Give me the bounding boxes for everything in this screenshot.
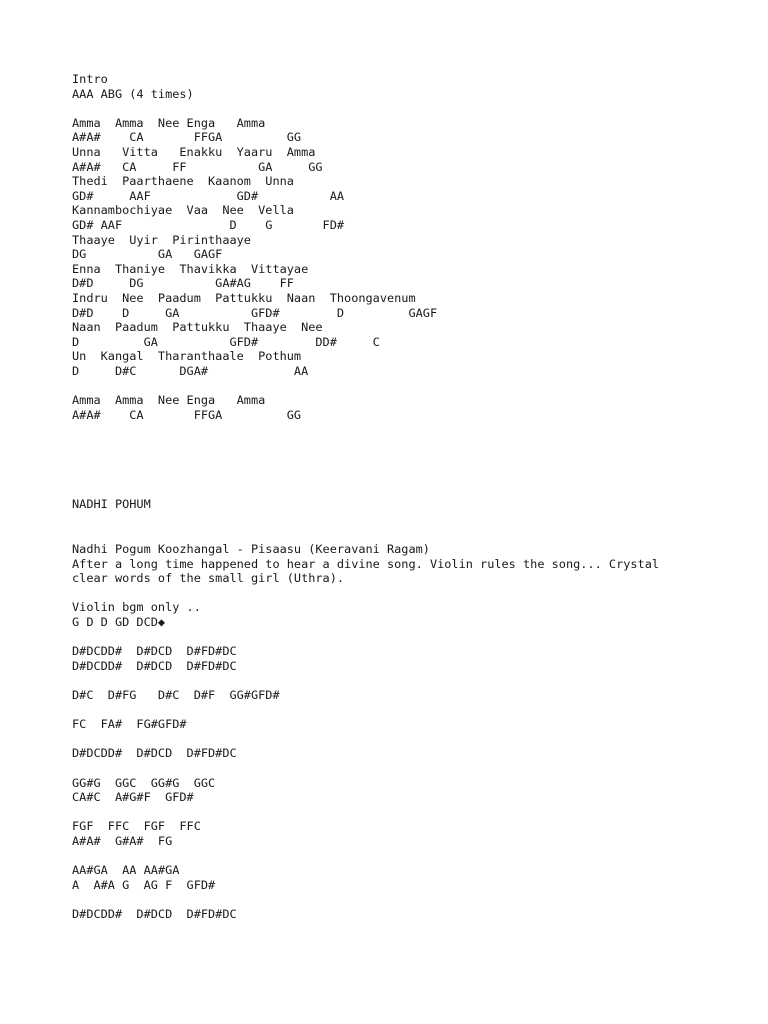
text-line: D#C D#FG D#C D#F GG#GFD#	[72, 687, 280, 702]
blank-line	[72, 101, 437, 116]
text-line: clear words of the small girl (Uthra).	[72, 571, 345, 586]
text-line: Amma Amma Nee Enga Amma	[72, 393, 266, 408]
text-line: Amma Amma Nee Enga Amma	[72, 115, 266, 130]
text-line: Naan Paadum Pattukku Thaaye Nee	[72, 320, 323, 335]
text-line: D#DCDD# D#DCD D#FD#DC	[72, 746, 237, 761]
text-line: D D#C DGA# AA	[72, 363, 309, 378]
text-line: Enna Thaniye Thavikka Vittayae	[72, 261, 309, 276]
text-line: AAA ABG (4 times)	[72, 86, 194, 101]
text-line: GD# AAF GD# AA	[72, 188, 345, 203]
blank-line	[72, 732, 659, 747]
text-line: Thedi Paarthaene Kaanom Unna	[72, 174, 294, 189]
text-line: GG#G GGC GG#G GGC	[72, 775, 216, 790]
blank-line	[72, 673, 659, 688]
text-line: Un Kangal Tharanthaale Pothum	[72, 349, 302, 364]
text-line: A#A# CA FFGA GG	[72, 407, 302, 422]
text-line: FGF FFC FGF FFC	[72, 819, 201, 834]
blank-line	[72, 378, 437, 393]
text-line: Intro	[72, 72, 108, 86]
text-line: Violin bgm only ..	[72, 600, 201, 615]
text-line: D#DCDD# D#DCD D#FD#DC	[72, 644, 237, 659]
text-line: D#DCDD# D#DCD D#FD#DC	[72, 658, 237, 673]
blank-line	[72, 630, 659, 645]
text-line: Kannambochiyae Vaa Nee Vella	[72, 203, 294, 218]
text-line: D#D DG GA#AG FF	[72, 276, 294, 291]
text-line: DG GA GAGF	[72, 247, 223, 262]
blank-line	[72, 892, 659, 907]
text-line: After a long time happened to hear a divine song. Violin rules the song... Crystal	[72, 556, 660, 571]
blank-line	[72, 848, 659, 863]
text-line: FC FA# FG#GFD#	[72, 717, 187, 732]
text-line: A#A# CA FFGA GG	[72, 130, 302, 145]
song-notes-body	[72, 542, 659, 921]
text-line: D#DCDD# D#DCD D#FD#DC	[72, 906, 237, 921]
blank-line	[72, 761, 659, 776]
text-line: G D D GD DCD◆	[72, 614, 166, 629]
text-line: A A#A G AG F GFD#	[72, 877, 216, 892]
song-title: NADHI POHUM	[72, 497, 151, 511]
text-line: CA#C A#G#F GFD#	[72, 790, 194, 805]
text-line: A#A# CA FF GA GG	[72, 159, 323, 174]
text-line: A#A# G#A# FG	[72, 833, 173, 848]
blank-line	[72, 805, 659, 820]
text-line: Unna Vitta Enakku Yaaru Amma	[72, 144, 316, 159]
text-line: D#D D GA GFD# D GAGF	[72, 305, 438, 320]
text-line: Thaaye Uyir Pirinthaaye	[72, 232, 251, 247]
blank-line	[72, 703, 659, 718]
text-line: D GA GFD# DD# C	[72, 334, 380, 349]
text-line: GD# AAF D G FD#	[72, 217, 345, 232]
song-chord-sheet	[72, 72, 437, 422]
text-line: Indru Nee Paadum Pattukku Naan Thoongavenum	[72, 290, 416, 305]
blank-line	[72, 586, 659, 601]
text-line: AA#GA AA AA#GA	[72, 863, 180, 878]
text-line: Nadhi Pogum Koozhangal - Pisaasu (Keeravani Ragam)	[72, 542, 430, 556]
